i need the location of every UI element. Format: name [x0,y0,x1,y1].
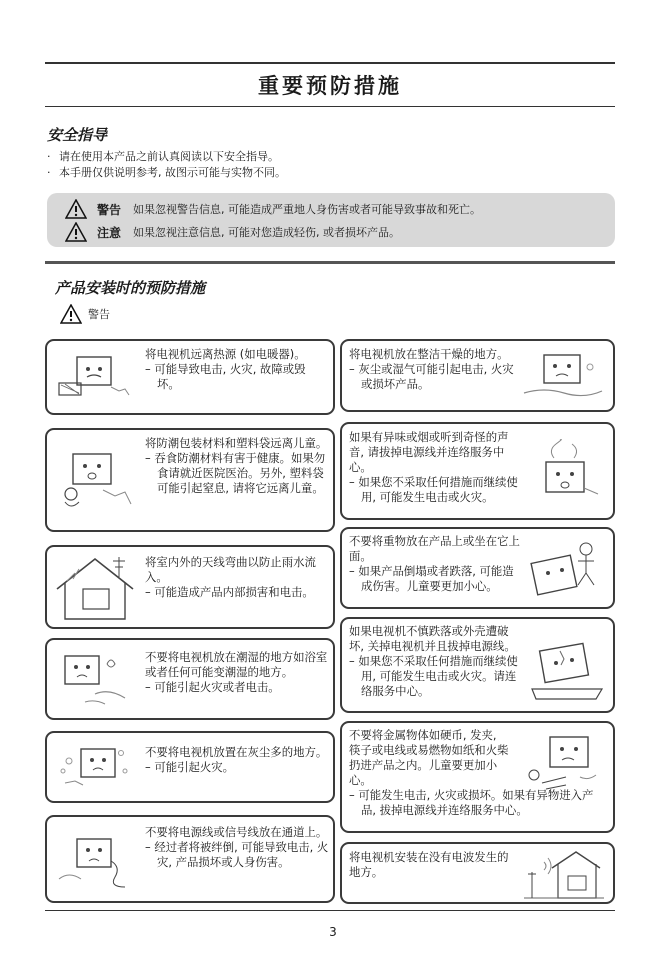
top-rule [45,62,615,64]
house-antenna-icon [53,553,139,623]
caution-triangle-icon [65,222,87,242]
card-clean-dry-text: 将电视机放在整洁干燥的地方。 – 灰尘或湿气可能引起电击, 火灾或损坏产品。 [349,347,514,391]
card-cable [45,815,335,903]
card-heavy-object-text: 不要将重物放在产品上或坐在它上面。 – 如果产品倒塌或者跌落, 可能造成伤害。儿童要更加小心。 [349,534,520,593]
tv-child-bag-icon [53,450,139,512]
page-number: 3 [329,925,337,939]
tv-clean-icon [520,349,606,405]
section-rule [45,261,615,264]
safety-bullet-1: · 请在使用本产品之前认真阅读以下安全指导。 [47,150,279,163]
tv-objects-icon [524,731,608,793]
house-wave-icon [518,848,610,902]
card-no-radio-waves-text: 将电视机安装在没有电波发生的地方。 [349,850,509,879]
safety-heading: 安全指导 [47,126,108,144]
tv-dust-icon [55,741,137,797]
card-dust [45,731,335,803]
install-warning-label: 警告 [88,308,110,321]
card-metal-objects-text: 不要将金属物体如硬币, 发夹, 筷子或电线或易燃物如纸和火柴扔进产品之内。儿童要更加小心。 – 可能发生电击, 火灾或损坏。如果有异物进入产品, 拔掉电源线并连络服务中心。 [349,728,594,817]
warning-triangle-icon [65,199,87,219]
card-no-radio-waves [340,842,615,904]
card-humidity [45,638,335,720]
card-clean-dry [340,339,615,412]
card-broken-text: 如果电视机不慎跌落或外壳遭破坏, 关掉电视机并且拔掉电源线。 – 如果您不采取任何措施而继续使用, 可能发生电击或火灾。请连络服务中心。 [349,624,518,698]
card-packaging [45,428,335,532]
card-dust-text: 不要将电视机放置在灰尘多的地方。 – 可能引起火灾。 [145,745,328,774]
warning-label: 警告 [97,202,122,217]
tv-broken-icon [524,637,608,703]
card-broken [340,617,615,713]
bottom-rule [45,910,615,911]
card-heavy-object [340,527,615,609]
notice-banner [47,193,615,247]
tv-smoke-icon [524,438,608,508]
warning-text: 如果忽视警告信息, 可能造成严重地人身伤害或者可能导致事故和死亡。 [133,203,482,216]
caution-label: 注意 [97,225,122,240]
tv-water-icon [55,650,137,710]
tv-cable-icon [53,831,139,891]
page-title: 重要预防措施 [258,74,402,98]
tv-heavy-icon [524,535,608,603]
tv-heater-icon [55,351,137,403]
card-humidity-text: 不要将电视机放在潮湿的地方如浴室或者任何可能变潮湿的地方。 – 可能引起火灾或者电击。 [145,650,328,694]
card-antenna-text: 将室内外的天线弯曲以防止雨水流入。 – 可能造成产品内部损害和电击。 [145,555,316,599]
card-packaging-text: 将防潮包装材料和塑料袋远离儿童。 – 吞食防潮材料有害于健康。如果勿食请就近医院医治。另外, 塑料袋可能引起窒息, 请将它远离儿童。 [145,436,328,495]
install-warning-triangle-icon [60,304,82,324]
caution-row [65,221,400,243]
card-smoke-text: 如果有异味或烟或听到奇怪的声音, 请拔掉电源线并连络服务中心。 – 如果您不采取任何措施而继续使用, 可能发生电击或火灾。 [349,430,518,504]
card-heat-source-text: 将电视机远离热源 (如电暖器)。 – 可能导致电击, 火灾, 故障或毁坏。 [145,347,306,391]
card-antenna [45,545,335,629]
card-metal-objects [340,721,615,833]
card-smoke [340,422,615,520]
card-heat-source [45,339,335,415]
warning-row [65,198,481,220]
title-rule [45,106,615,107]
install-heading: 产品安装时的预防措施 [55,279,206,297]
safety-bullet-2: · 本手册仅供说明参考, 故图示可能与实物不同。 [47,166,286,179]
caution-text: 如果忽视注意信息, 可能对您造成轻伤, 或者损坏产品。 [133,226,401,239]
install-warning [60,304,110,324]
card-cable-text: 不要将电源线或信号线放在通道上。 – 经过者将被绊倒, 可能导致电击, 火灾, 产品损坏或人身伤害。 [145,825,329,869]
